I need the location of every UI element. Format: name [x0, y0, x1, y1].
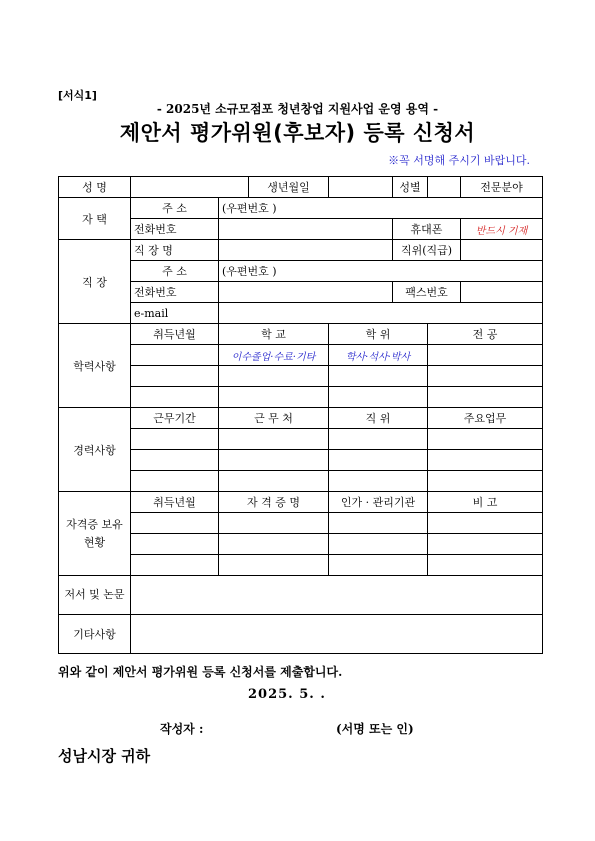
- license-issuer-cell[interactable]: [329, 513, 428, 534]
- license-date-cell[interactable]: [131, 534, 219, 555]
- project-subtitle: - 2025년 소규모점포 청년창업 지원사업 운영 용역 -: [156, 102, 439, 116]
- position-label: 직위(직급): [393, 240, 461, 261]
- education-row: [59, 366, 543, 387]
- career-section-label: 경력사항: [59, 408, 131, 492]
- birth-label: 생년월일: [249, 177, 329, 198]
- author-label: 작성자 :: [160, 722, 204, 736]
- career-position-cell[interactable]: [329, 429, 428, 450]
- work-company-row: [59, 240, 543, 261]
- work-phone-row: [59, 282, 543, 303]
- submission-statement: 위와 같이 제안서 평가위원 등록 신청서를 제출합니다.: [58, 665, 343, 679]
- career-position-cell[interactable]: [329, 450, 428, 471]
- career-period-cell[interactable]: [131, 429, 219, 450]
- license-header-date: 취득년월: [131, 492, 219, 513]
- education-date-cell[interactable]: [131, 387, 219, 408]
- publications-field[interactable]: [131, 576, 543, 615]
- license-remarks-cell[interactable]: [428, 555, 543, 576]
- other-field[interactable]: [131, 615, 543, 654]
- education-major-cell[interactable]: [428, 387, 543, 408]
- position-field[interactable]: [461, 240, 543, 261]
- education-school-cell[interactable]: [219, 366, 329, 387]
- license-issuer-cell[interactable]: [329, 534, 428, 555]
- work-section-label: 직 장: [59, 240, 131, 324]
- signature-label[interactable]: (서명 또는 인): [336, 722, 414, 736]
- fax-label: 팩스번호: [393, 282, 461, 303]
- company-label: 직 장 명: [131, 240, 219, 261]
- gender-label: 성별: [393, 177, 428, 198]
- license-name-cell[interactable]: [219, 534, 329, 555]
- career-row: [59, 450, 543, 471]
- license-row: [59, 555, 543, 576]
- career-workplace-cell[interactable]: [219, 429, 329, 450]
- career-workplace-cell[interactable]: [219, 450, 329, 471]
- career-header-position: 직 위: [329, 408, 428, 429]
- career-row: [59, 429, 543, 450]
- home-phone-label: 전화번호: [131, 219, 219, 240]
- license-section-label: 자격증 보유현황: [59, 492, 131, 576]
- work-phone-field[interactable]: [219, 282, 393, 303]
- education-date-cell[interactable]: [131, 345, 219, 366]
- registration-form-table: [58, 176, 543, 654]
- career-header-duties: 주요업무: [428, 408, 543, 429]
- education-header-row: [59, 324, 543, 345]
- addressee: 성남시장 귀하: [58, 747, 151, 765]
- education-degree-cell[interactable]: [329, 387, 428, 408]
- education-school-cell[interactable]: 이수졸업·수료·기타: [219, 345, 329, 366]
- home-address-row: [59, 198, 543, 219]
- license-header-issuer: 인가 · 관리기관: [329, 492, 428, 513]
- other-row: [59, 615, 543, 654]
- career-duties-cell[interactable]: [428, 471, 543, 492]
- home-phone-row: [59, 219, 543, 240]
- career-header-period: 근무기간: [131, 408, 219, 429]
- work-address-row: [59, 261, 543, 282]
- work-address-field[interactable]: (우편번호 ): [219, 261, 543, 282]
- education-degree-cell[interactable]: 학사·석사·박사: [329, 345, 428, 366]
- email-field[interactable]: [219, 303, 543, 324]
- signature-note: ※꼭 서명해 주시기 바랍니다.: [388, 154, 530, 167]
- name-field[interactable]: [131, 177, 249, 198]
- career-workplace-cell[interactable]: [219, 471, 329, 492]
- email-label: e-mail: [131, 303, 219, 324]
- education-major-cell[interactable]: [428, 345, 543, 366]
- publications-label: 저서 및 논문: [59, 576, 131, 615]
- license-header-name: 자 격 증 명: [219, 492, 329, 513]
- home-address-label: 주 소: [131, 198, 219, 219]
- home-section-label: 자 택: [59, 198, 131, 240]
- submission-date: 2025. 5. .: [248, 687, 326, 702]
- name-label: 성 명: [59, 177, 131, 198]
- license-remarks-cell[interactable]: [428, 534, 543, 555]
- education-row: [59, 345, 543, 366]
- personal-row: [59, 177, 543, 198]
- other-label: 기타사항: [59, 615, 131, 654]
- publications-row: [59, 576, 543, 615]
- career-header-row: [59, 408, 543, 429]
- education-degree-cell[interactable]: [329, 366, 428, 387]
- career-header-workplace: 근 무 처: [219, 408, 329, 429]
- education-header-major: 전 공: [428, 324, 543, 345]
- education-header-date: 취득년월: [131, 324, 219, 345]
- education-school-cell[interactable]: [219, 387, 329, 408]
- birth-field[interactable]: [329, 177, 393, 198]
- career-position-cell[interactable]: [329, 471, 428, 492]
- career-row: [59, 471, 543, 492]
- page-title: 제안서 평가위원(후보자) 등록 신청서: [119, 121, 476, 145]
- mobile-label: 휴대폰: [393, 219, 461, 240]
- education-section-label: 학력사항: [59, 324, 131, 408]
- work-address-label: 주 소: [131, 261, 219, 282]
- license-header-row: [59, 492, 543, 513]
- work-phone-label: 전화번호: [131, 282, 219, 303]
- fax-field[interactable]: [461, 282, 543, 303]
- work-email-row: [59, 303, 543, 324]
- field-label: 전문분야: [461, 177, 543, 198]
- career-duties-cell[interactable]: [428, 429, 543, 450]
- career-duties-cell[interactable]: [428, 450, 543, 471]
- gender-field[interactable]: [428, 177, 461, 198]
- home-phone-field[interactable]: [219, 219, 393, 240]
- license-date-cell[interactable]: [131, 513, 219, 534]
- mobile-field[interactable]: 반드시 기재: [461, 219, 543, 240]
- form-number-tag: [서식1]: [58, 89, 97, 102]
- license-date-cell[interactable]: [131, 555, 219, 576]
- license-remarks-cell[interactable]: [428, 513, 543, 534]
- education-header-school: 학 교: [219, 324, 329, 345]
- company-field[interactable]: [219, 240, 393, 261]
- career-period-cell[interactable]: [131, 450, 219, 471]
- license-header-remarks: 비 고: [428, 492, 543, 513]
- license-row: [59, 534, 543, 555]
- license-issuer-cell[interactable]: [329, 555, 428, 576]
- education-major-cell[interactable]: [428, 366, 543, 387]
- education-date-cell[interactable]: [131, 366, 219, 387]
- license-name-cell[interactable]: [219, 513, 329, 534]
- license-name-cell[interactable]: [219, 555, 329, 576]
- career-period-cell[interactable]: [131, 471, 219, 492]
- home-address-field[interactable]: (우편번호 ): [219, 198, 543, 219]
- license-row: [59, 513, 543, 534]
- education-row: [59, 387, 543, 408]
- education-header-degree: 학 위: [329, 324, 428, 345]
